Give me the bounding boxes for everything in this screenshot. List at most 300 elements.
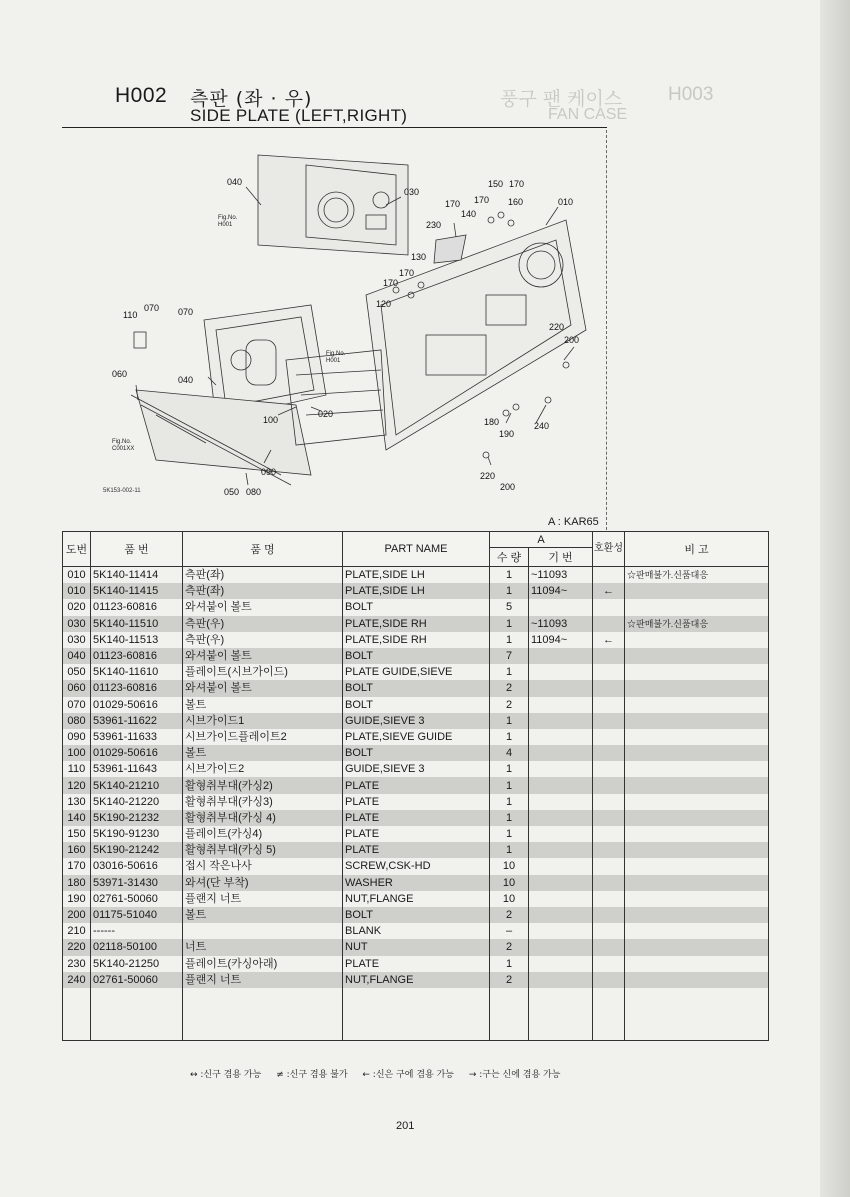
cell-compat: ←: [593, 583, 625, 599]
svg-text:070: 070: [144, 303, 160, 313]
cell-serial: [529, 761, 593, 777]
cell-name-kr: 볼트: [183, 745, 343, 761]
cell-qty: 5: [490, 599, 529, 615]
cell-compat: [593, 745, 625, 761]
cell-no: 140: [63, 810, 91, 826]
cell-part-no: 53971-31430: [91, 875, 183, 891]
cell-part-name: PLATE,SIDE RH: [343, 632, 490, 648]
cell-no: 200: [63, 907, 91, 923]
cell-remarks: [625, 891, 769, 907]
cell-part-no: 5K140-11414: [91, 567, 183, 584]
cell-part-name: BOLT: [343, 907, 490, 923]
cell-part-name: PLATE,SIEVE GUIDE: [343, 729, 490, 745]
cell-no: 240: [63, 972, 91, 988]
cell-compat: [593, 842, 625, 858]
legend-item: ≠ :신구 겸용 불가: [276, 1070, 348, 1080]
cell-qty: 1: [490, 777, 529, 793]
cell-part-no: 53961-11633: [91, 729, 183, 745]
cell-no: 030: [63, 616, 91, 632]
header-name-kr: 품 명: [183, 532, 343, 567]
cell-serial: [529, 875, 593, 891]
cell-part-name: PLATE GUIDE,SIEVE: [343, 664, 490, 680]
cell-qty: 1: [490, 664, 529, 680]
cell-name-kr: 측판(우): [183, 632, 343, 648]
cell-qty: 2: [490, 697, 529, 713]
cell-remarks: [625, 713, 769, 729]
cell-qty: 2: [490, 680, 529, 696]
cell-compat: [593, 907, 625, 923]
cell-remarks: [625, 632, 769, 648]
cell-compat: [593, 777, 625, 793]
cell-part-name: PLATE: [343, 810, 490, 826]
table-row: [63, 567, 769, 584]
header-no: 도번: [63, 532, 91, 567]
cell-no: 020: [63, 599, 91, 615]
cell-name-kr: 시브가이드2: [183, 761, 343, 777]
cell-name-kr: 와셔붙이 볼트: [183, 599, 343, 615]
cell-part-no: 5K190-21242: [91, 842, 183, 858]
cell-part-name: GUIDE,SIEVE 3: [343, 713, 490, 729]
empty-cell: [490, 988, 529, 1041]
svg-text:H001: H001: [218, 222, 233, 228]
cell-part-no: 5K190-91230: [91, 826, 183, 842]
cell-qty: 1: [490, 956, 529, 972]
empty-cell: [63, 988, 91, 1041]
parts-table: [62, 531, 769, 1041]
svg-text:060: 060: [112, 369, 128, 379]
svg-text:Fig.No.: Fig.No.: [218, 215, 238, 221]
table-row: [63, 761, 769, 777]
table-row: [63, 956, 769, 972]
legend-item: → :구는 신에 겸용 가능: [468, 1070, 561, 1080]
svg-text:170: 170: [399, 268, 415, 278]
table-row: [63, 972, 769, 988]
cell-part-no: 01175-51040: [91, 907, 183, 923]
cell-name-kr: 플랜지 너트: [183, 972, 343, 988]
cell-qty: 10: [490, 858, 529, 874]
cell-no: 010: [63, 567, 91, 584]
table-row: [63, 907, 769, 923]
cell-part-name: PLATE: [343, 794, 490, 810]
cell-part-name: NUT,FLANGE: [343, 972, 490, 988]
cell-part-name: BOLT: [343, 697, 490, 713]
exploded-diagram-svg: [96, 145, 606, 515]
cell-qty: –: [490, 923, 529, 939]
cell-name-kr: 활형취부대(카싱 5): [183, 842, 343, 858]
cell-name-kr: 플레이트(시브가이드): [183, 664, 343, 680]
cell-part-no: 01123-60816: [91, 680, 183, 696]
header-remarks: 비 고: [625, 532, 769, 567]
cell-part-no: 01029-50616: [91, 697, 183, 713]
table-row: [63, 729, 769, 745]
table-row: [63, 923, 769, 939]
cell-part-name: BLANK: [343, 923, 490, 939]
cell-remarks: [625, 664, 769, 680]
cell-qty: 1: [490, 632, 529, 648]
cell-remarks: [625, 858, 769, 874]
cell-part-no: 5K140-11510: [91, 616, 183, 632]
cell-no: 150: [63, 826, 91, 842]
cell-part-no: 5K140-11513: [91, 632, 183, 648]
cell-serial: [529, 956, 593, 972]
cell-serial: [529, 972, 593, 988]
cell-part-no: 5K140-21210: [91, 777, 183, 793]
svg-text:170: 170: [445, 199, 461, 209]
section-title-korean: 측판 (좌 · 우): [190, 88, 313, 110]
cell-qty: 10: [490, 891, 529, 907]
header-qty: 수 량: [490, 548, 529, 567]
cell-remarks: [625, 842, 769, 858]
ghost-header-code: H003: [668, 84, 714, 105]
cell-qty: 1: [490, 713, 529, 729]
empty-cell: [593, 988, 625, 1041]
cell-remarks: [625, 923, 769, 939]
ghost-header-title-en: FAN CASE: [548, 106, 628, 123]
cell-part-no: 5K140-21220: [91, 794, 183, 810]
cell-qty: 1: [490, 826, 529, 842]
section-title-english: SIDE PLATE (LEFT,RIGHT): [190, 106, 408, 125]
cell-qty: 4: [490, 745, 529, 761]
svg-text:100: 100: [263, 415, 279, 425]
cell-no: 210: [63, 923, 91, 939]
cell-no: 070: [63, 697, 91, 713]
cell-no: 050: [63, 664, 91, 680]
table-row: [63, 583, 769, 599]
cell-remarks: [625, 697, 769, 713]
table-row: [63, 648, 769, 664]
svg-text:170: 170: [383, 278, 399, 288]
cell-serial: [529, 777, 593, 793]
table-row: [63, 664, 769, 680]
cell-remarks: ☆판매불가.신품대응: [625, 567, 769, 584]
cell-compat: [593, 599, 625, 615]
table-row: [63, 810, 769, 826]
cell-serial: [529, 842, 593, 858]
svg-text:030: 030: [404, 187, 420, 197]
cell-name-kr: 접시 작은나사: [183, 858, 343, 874]
cell-no: 220: [63, 939, 91, 955]
cell-serial: [529, 939, 593, 955]
cell-part-name: PLATE: [343, 826, 490, 842]
cell-name-kr: 측판(우): [183, 616, 343, 632]
cell-compat: [593, 891, 625, 907]
parts-table-body: [63, 567, 769, 1041]
cell-name-kr: 볼트: [183, 907, 343, 923]
cell-serial: [529, 858, 593, 874]
empty-cell: [343, 988, 490, 1041]
cell-no: 130: [63, 794, 91, 810]
table-row: [63, 842, 769, 858]
svg-text:200: 200: [564, 335, 580, 345]
cell-part-no: 53961-11643: [91, 761, 183, 777]
cell-remarks: [625, 777, 769, 793]
cell-qty: 10: [490, 875, 529, 891]
table-row: [63, 826, 769, 842]
table-row: [63, 939, 769, 955]
table-row: [63, 680, 769, 696]
cell-part-name: NUT,FLANGE: [343, 891, 490, 907]
empty-cell: [529, 988, 593, 1041]
svg-text:020: 020: [318, 409, 334, 419]
cell-name-kr: 활형취부대(카싱2): [183, 777, 343, 793]
cell-no: 190: [63, 891, 91, 907]
table-row: [63, 875, 769, 891]
cell-remarks: [625, 810, 769, 826]
cell-qty: 7: [490, 648, 529, 664]
cell-compat: [593, 761, 625, 777]
svg-text:220: 220: [549, 322, 565, 332]
svg-text:C001XX: C001XX: [112, 446, 135, 452]
cell-part-no: 53961-11622: [91, 713, 183, 729]
page-number: 201: [396, 1120, 415, 1132]
cell-part-name: PLATE,SIDE RH: [343, 616, 490, 632]
cell-compat: [593, 875, 625, 891]
cell-name-kr: 플랜지 너트: [183, 891, 343, 907]
cell-qty: 1: [490, 729, 529, 745]
table-row: [63, 745, 769, 761]
cell-name-kr: 시브가이드플레이트2: [183, 729, 343, 745]
cell-part-no: 02761-50060: [91, 972, 183, 988]
cell-serial: [529, 729, 593, 745]
cell-part-no: 02761-50060: [91, 891, 183, 907]
cell-remarks: [625, 745, 769, 761]
cell-name-kr: 와셔(단 부착): [183, 875, 343, 891]
svg-text:040: 040: [178, 375, 194, 385]
cell-no: 110: [63, 761, 91, 777]
table-row: [63, 697, 769, 713]
cell-remarks: [625, 826, 769, 842]
svg-text:090: 090: [261, 467, 277, 477]
table-filler-row: [63, 988, 769, 1041]
cell-compat: [593, 810, 625, 826]
cell-no: 080: [63, 713, 91, 729]
cell-part-name: SCREW,CSK-HD: [343, 858, 490, 874]
cell-part-name: PLATE: [343, 842, 490, 858]
cell-remarks: [625, 648, 769, 664]
header-rule: [62, 127, 607, 128]
cell-name-kr: [183, 923, 343, 939]
cell-compat: [593, 697, 625, 713]
svg-text:170: 170: [509, 179, 525, 189]
page-edge: [820, 0, 850, 1197]
table-row: [63, 632, 769, 648]
cell-part-name: WASHER: [343, 875, 490, 891]
cell-compat: ←: [593, 632, 625, 648]
cell-part-no: 01123-60816: [91, 599, 183, 615]
cell-compat: [593, 648, 625, 664]
cell-qty: 2: [490, 939, 529, 955]
cell-compat: [593, 729, 625, 745]
cell-name-kr: 측판(좌): [183, 567, 343, 584]
cell-name-kr: 와셔붙이 볼트: [183, 680, 343, 696]
cell-part-name: PLATE,SIDE LH: [343, 567, 490, 584]
cell-qty: 1: [490, 583, 529, 599]
cell-serial: [529, 794, 593, 810]
cell-serial: [529, 745, 593, 761]
ghost-header-title-kr: 풍구 팬 케이스: [500, 88, 623, 110]
cell-name-kr: 볼트: [183, 697, 343, 713]
header-serial: 기 번: [529, 548, 593, 567]
cell-compat: [593, 923, 625, 939]
cell-compat: [593, 972, 625, 988]
cell-qty: 2: [490, 907, 529, 923]
table-row: [63, 794, 769, 810]
cell-part-name: BOLT: [343, 680, 490, 696]
figure-code: 5K153-002-11: [103, 488, 141, 494]
legend-item: ↔ :신구 겸용 가능: [190, 1070, 262, 1080]
cell-serial: ~11093: [529, 616, 593, 632]
svg-text:170: 170: [474, 195, 490, 205]
cell-part-name: BOLT: [343, 599, 490, 615]
cell-compat: [593, 616, 625, 632]
exploded-diagram: [96, 145, 606, 515]
table-row: [63, 599, 769, 615]
cell-part-name: PLATE: [343, 956, 490, 972]
cell-no: 230: [63, 956, 91, 972]
svg-text:220: 220: [480, 471, 496, 481]
cell-no: 040: [63, 648, 91, 664]
svg-text:240: 240: [534, 421, 550, 431]
cell-serial: [529, 810, 593, 826]
cell-no: 160: [63, 842, 91, 858]
cell-compat: [593, 664, 625, 680]
cell-qty: 2: [490, 972, 529, 988]
empty-cell: [91, 988, 183, 1041]
cell-part-no: 5K190-21232: [91, 810, 183, 826]
cell-part-name: GUIDE,SIEVE 3: [343, 761, 490, 777]
cell-remarks: [625, 680, 769, 696]
cell-part-no: 5K140-21250: [91, 956, 183, 972]
column-divider: [606, 130, 607, 530]
cell-part-no: ------: [91, 923, 183, 939]
svg-text:130: 130: [411, 252, 427, 262]
cell-remarks: [625, 729, 769, 745]
cell-name-kr: 활형취부대(카싱3): [183, 794, 343, 810]
svg-text:190: 190: [499, 429, 515, 439]
cell-remarks: [625, 875, 769, 891]
table-row: [63, 616, 769, 632]
table-row: [63, 713, 769, 729]
cell-name-kr: 플레이트(카싱4): [183, 826, 343, 842]
cell-compat: [593, 956, 625, 972]
cell-part-name: NUT: [343, 939, 490, 955]
compatibility-legend: [190, 1067, 572, 1080]
cell-compat: [593, 567, 625, 584]
svg-text:Fig.No.: Fig.No.: [112, 439, 132, 445]
legend-item: ← :신은 구에 겸용 가능: [362, 1070, 454, 1080]
cell-name-kr: 너트: [183, 939, 343, 955]
cell-serial: [529, 664, 593, 680]
svg-text:200: 200: [500, 482, 516, 492]
svg-text:140: 140: [461, 209, 477, 219]
cell-part-no: 5K140-11610: [91, 664, 183, 680]
cell-compat: [593, 858, 625, 874]
cell-part-no: 01123-60816: [91, 648, 183, 664]
section-code: H002: [115, 84, 168, 107]
svg-text:180: 180: [484, 417, 500, 427]
svg-text:Fig.No.: Fig.No.: [326, 351, 346, 357]
cell-name-kr: 시브가이드1: [183, 713, 343, 729]
cell-compat: [593, 713, 625, 729]
cell-qty: 1: [490, 794, 529, 810]
cell-name-kr: 측판(좌): [183, 583, 343, 599]
cell-part-name: PLATE: [343, 777, 490, 793]
cell-serial: ~11093: [529, 567, 593, 584]
parts-table-header: [63, 532, 769, 567]
cell-no: 030: [63, 632, 91, 648]
cell-serial: [529, 680, 593, 696]
svg-text:050: 050: [224, 487, 240, 497]
cell-remarks: [625, 907, 769, 923]
cell-compat: [593, 939, 625, 955]
cell-remarks: ☆판매불가.신품대응: [625, 616, 769, 632]
cell-serial: [529, 599, 593, 615]
cell-no: 010: [63, 583, 91, 599]
cell-qty: 1: [490, 810, 529, 826]
cell-qty: 1: [490, 567, 529, 584]
cell-remarks: [625, 956, 769, 972]
cell-part-no: 5K140-11415: [91, 583, 183, 599]
cell-serial: [529, 907, 593, 923]
svg-text:120: 120: [376, 299, 392, 309]
cell-part-name: BOLT: [343, 745, 490, 761]
svg-text:H001: H001: [326, 358, 341, 364]
cell-part-no: 01029-50616: [91, 745, 183, 761]
cell-name-kr: 활형취부대(카싱 4): [183, 810, 343, 826]
cell-remarks: [625, 599, 769, 615]
header-compat: 호환성: [593, 532, 625, 567]
cell-part-no: 03016-50616: [91, 858, 183, 874]
svg-text:080: 080: [246, 487, 262, 497]
cell-no: 100: [63, 745, 91, 761]
cell-remarks: [625, 794, 769, 810]
svg-text:010: 010: [558, 197, 574, 207]
cell-part-no: 02118-50100: [91, 939, 183, 955]
svg-text:110: 110: [123, 310, 138, 320]
table-row: [63, 858, 769, 874]
svg-text:150: 150: [488, 179, 504, 189]
cell-compat: [593, 826, 625, 842]
cell-serial: 11094~: [529, 583, 593, 599]
svg-text:230: 230: [426, 220, 442, 230]
cell-compat: [593, 680, 625, 696]
cell-remarks: [625, 761, 769, 777]
cell-name-kr: 플레이트(카싱아래): [183, 956, 343, 972]
header-group-a: A: [490, 532, 593, 548]
cell-no: 090: [63, 729, 91, 745]
cell-serial: [529, 923, 593, 939]
cell-serial: [529, 697, 593, 713]
cell-serial: [529, 826, 593, 842]
svg-text:160: 160: [508, 197, 524, 207]
cell-no: 170: [63, 858, 91, 874]
cell-serial: 11094~: [529, 632, 593, 648]
cell-compat: [593, 794, 625, 810]
empty-cell: [625, 988, 769, 1041]
svg-text:040: 040: [227, 177, 243, 187]
empty-cell: [183, 988, 343, 1041]
cell-remarks: [625, 939, 769, 955]
cell-part-name: BOLT: [343, 648, 490, 664]
cell-serial: [529, 648, 593, 664]
svg-text:070: 070: [178, 307, 194, 317]
cell-remarks: [625, 972, 769, 988]
model-note: A : KAR65: [548, 516, 599, 528]
cell-qty: 1: [490, 761, 529, 777]
cell-part-name: PLATE,SIDE LH: [343, 583, 490, 599]
cell-no: 120: [63, 777, 91, 793]
cell-serial: [529, 891, 593, 907]
